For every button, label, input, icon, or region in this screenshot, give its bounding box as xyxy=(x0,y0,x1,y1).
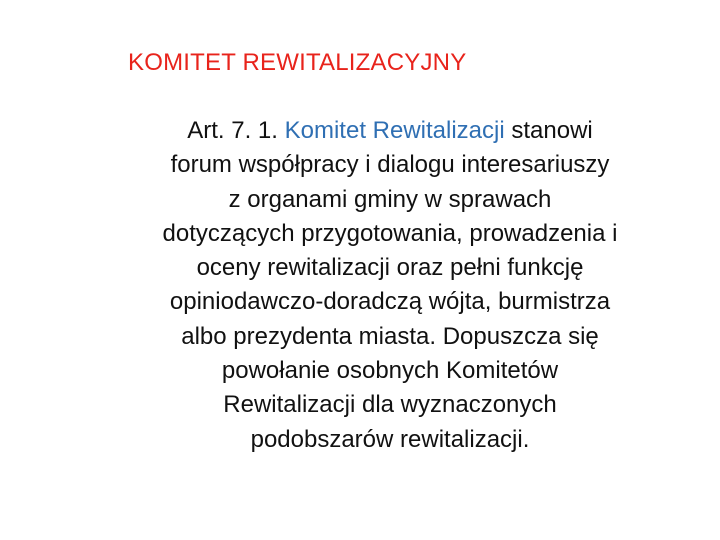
slide-title: KOMITET REWITALIZACYJNY xyxy=(128,49,467,76)
article-line: oceny rewitalizacji oraz pełni funkcję xyxy=(196,254,584,282)
article-line xyxy=(60,114,720,148)
article-line-rest: stanowi xyxy=(504,117,593,144)
article-line: dotyczących przygotowania, prowadzenia i xyxy=(162,219,618,247)
article-line: podobszarów rewitalizacji. xyxy=(250,425,530,453)
article-line: powołanie osobnych Komitetów xyxy=(221,357,559,385)
article-number: 1. xyxy=(251,117,285,144)
article-line: z organami gminy w sprawach xyxy=(228,185,552,213)
article-line: forum współpracy i dialogu interesariuszy xyxy=(170,151,610,179)
article-text xyxy=(60,114,720,457)
article-label: Art. 7. xyxy=(187,117,252,144)
article-line: Rewitalizacji dla wyznaczonych xyxy=(223,391,557,419)
article-line: opiniodawczo-doradczą wójta, burmistrza xyxy=(169,288,611,316)
article-line: albo prezydenta miasta. Dopuszcza się xyxy=(181,322,599,350)
committee-name: Komitet Rewitalizacji xyxy=(284,117,505,144)
